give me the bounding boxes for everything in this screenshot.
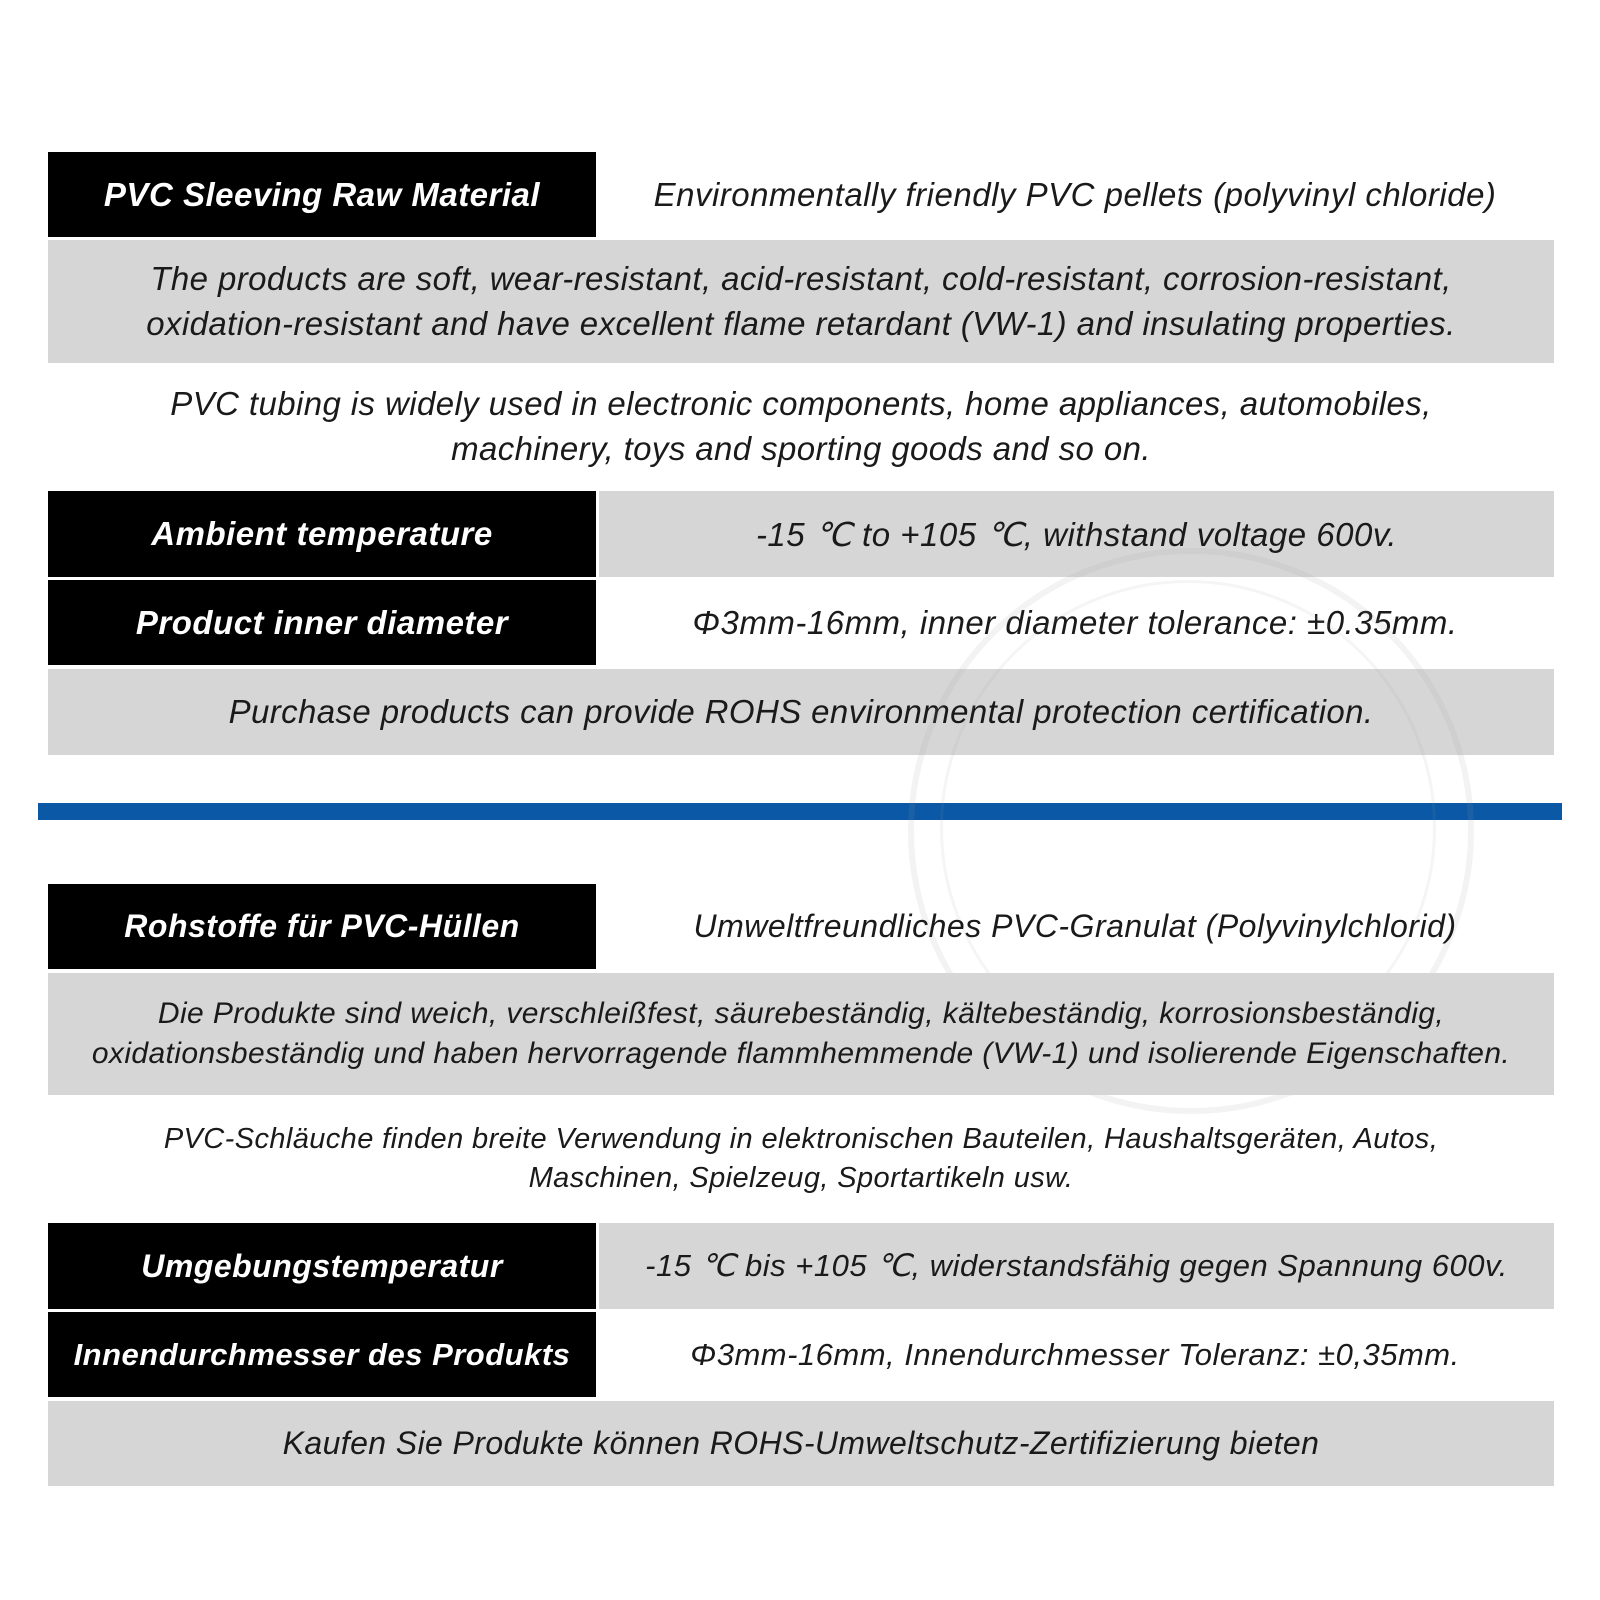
en-inner-diameter-label: Product inner diameter [48,580,596,665]
en-usage-line2: machinery, toys and sporting goods and so on. [451,430,1151,467]
de-raw-material-label: Rohstoffe für PVC-Hüllen [48,884,596,969]
section-divider [38,803,1562,820]
de-certification-text: Kaufen Sie Produkte können ROHS-Umweltschutz-Zertifizierung bieten [282,1424,1320,1461]
en-raw-material-label: PVC Sleeving Raw Material [48,152,596,237]
de-usage-block [48,1100,1554,1218]
de-usage-line1: PVC-Schläuche finden breite Verwendung in elektronischen Bauteilen, Haushaltsgeräten, Autos, [163,1122,1439,1155]
en-inner-diameter-row [48,580,1554,665]
en-raw-material-row [48,152,1554,237]
de-ambient-temperature-value: -15 ℃ bis +105 ℃, widerstandsfähig gegen Spannung 600v. [599,1223,1554,1309]
en-certification-text: Purchase products can provide ROHS environmental protection certification. [228,692,1374,730]
de-inner-diameter-row [48,1312,1554,1397]
de-usage-line2: Maschinen, Spielzeug, Sportartikeln usw. [528,1162,1074,1194]
de-certification-block [48,1401,1554,1486]
de-inner-diameter-label: Innendurchmesser des Produkts [48,1312,596,1397]
de-raw-material-value: Umweltfreundliches PVC-Granulat (Polyvinylchlorid) [693,908,1457,944]
en-ambient-temperature-row [48,491,1554,577]
de-properties-line2: oxidationsbeständig und haben hervorragende flammhemmende (VW-1) und isolierende Eigenschaften. [91,1037,1511,1070]
de-ambient-temperature-row [48,1223,1554,1309]
en-ambient-temperature-label: Ambient temperature [48,491,596,577]
en-usage-line1: PVC tubing is widely used in electronic components, home appliances, automobiles, [170,385,1432,423]
en-usage-block [48,368,1554,486]
de-inner-diameter-value: Φ3mm-16mm, Innendurchmesser Toleranz: ±0,35mm. [690,1336,1460,1372]
de-ambient-temperature-label: Umgebungstemperatur [48,1223,596,1309]
en-ambient-temperature-value: -15 ℃ to +105 ℃, withstand voltage 600v. [599,491,1554,577]
en-raw-material-value: Environmentally friendly PVC pellets (polyvinyl chloride) [653,175,1497,213]
en-properties-block [48,240,1554,363]
de-properties-block [48,973,1554,1095]
en-certification-block [48,669,1554,755]
en-properties-line1: The products are soft, wear-resistant, acid-resistant, cold-resistant, corrosion-resistant, [150,259,1452,297]
en-properties-line2: oxidation-resistant and have excellent flame retardant (VW-1) and insulating properties. [146,304,1456,342]
en-inner-diameter-value: Φ3mm-16mm, inner diameter tolerance: ±0.35mm. [692,603,1458,641]
de-raw-material-row [48,884,1554,969]
de-properties-line1: Die Produkte sind weich, verschleißfest, säurebeständig, kältebeständig, korrosionsbeständig, [157,996,1445,1030]
